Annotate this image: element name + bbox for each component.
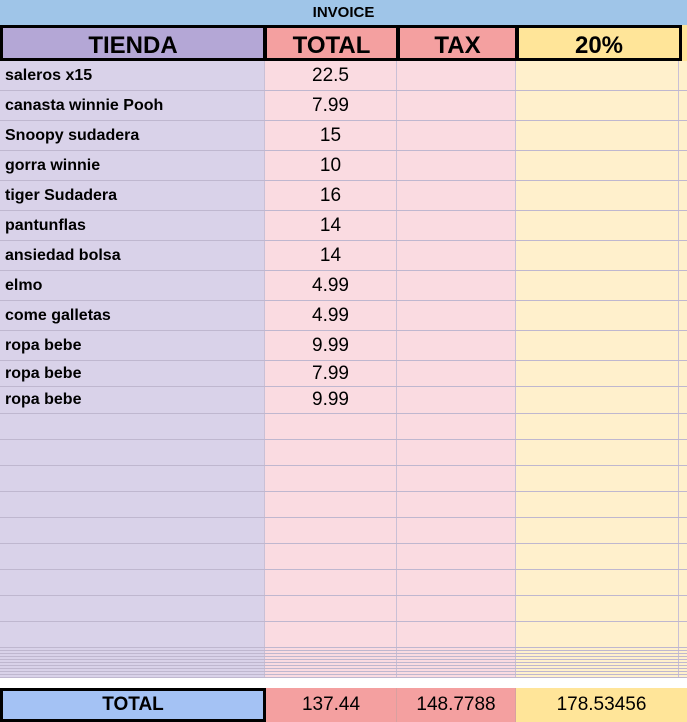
store-cell[interactable] (0, 660, 265, 662)
edge-cell[interactable] (679, 151, 687, 180)
table-row (0, 241, 687, 271)
pct-cell[interactable] (516, 544, 679, 569)
pct-cell[interactable] (516, 331, 679, 360)
total-cell[interactable]: 10 (265, 151, 397, 180)
totals-row (0, 688, 687, 722)
pct-cell[interactable] (516, 181, 679, 210)
total-cell[interactable] (265, 518, 397, 543)
tax-cell[interactable] (397, 331, 516, 360)
table-row (0, 61, 687, 91)
edge-cell[interactable] (679, 596, 687, 621)
store-cell[interactable]: saleros x15 (0, 61, 265, 90)
pct-cell[interactable] (516, 660, 679, 662)
pct-cell[interactable] (516, 151, 679, 180)
pct-cell[interactable] (516, 654, 679, 656)
pct-cell[interactable] (516, 657, 679, 659)
total-cell[interactable] (265, 654, 397, 656)
edge-cell[interactable] (679, 241, 687, 270)
empty-row (0, 622, 687, 648)
total-cell[interactable] (265, 492, 397, 517)
tax-cell[interactable] (397, 648, 516, 650)
table-row (0, 331, 687, 361)
edge-cell[interactable] (679, 657, 687, 659)
edge-cell[interactable] (679, 669, 687, 671)
store-cell[interactable]: ansiedad bolsa (0, 241, 265, 270)
total-cell[interactable] (265, 596, 397, 621)
total-cell[interactable] (265, 660, 397, 662)
total-cell[interactable] (265, 663, 397, 665)
total-cell[interactable] (265, 651, 397, 653)
edge-cell[interactable] (679, 331, 687, 360)
pct-cell[interactable] (516, 440, 679, 465)
total-cell[interactable] (265, 544, 397, 569)
total-cell[interactable]: 9.99 (265, 387, 397, 413)
edge-cell[interactable] (679, 91, 687, 120)
store-cell[interactable] (0, 654, 265, 656)
store-cell[interactable]: come galletas (0, 301, 265, 330)
tax-cell[interactable] (397, 666, 516, 668)
edge-cell[interactable] (679, 675, 687, 677)
pct-cell[interactable] (516, 570, 679, 595)
pct-cell[interactable] (516, 596, 679, 621)
store-cell[interactable] (0, 492, 265, 517)
tax-cell[interactable] (397, 466, 516, 491)
invoice-banner: INVOICE (0, 0, 687, 25)
pct-cell[interactable] (516, 271, 679, 300)
tax-cell[interactable] (397, 91, 516, 120)
store-cell[interactable] (0, 663, 265, 665)
total-cell[interactable]: 7.99 (265, 91, 397, 120)
tax-cell[interactable] (397, 121, 516, 150)
edge-cell[interactable] (679, 663, 687, 665)
total-cell[interactable] (265, 675, 397, 677)
total-cell[interactable]: 7.99 (265, 361, 397, 386)
edge-cell[interactable] (679, 492, 687, 517)
edge-cell[interactable] (679, 387, 687, 413)
total-cell[interactable]: 22.5 (265, 61, 397, 90)
total-cell[interactable]: 16 (265, 181, 397, 210)
table-row (0, 361, 687, 387)
edge-cell[interactable] (679, 660, 687, 662)
pct-cell[interactable] (516, 669, 679, 671)
pct-cell[interactable] (516, 211, 679, 240)
edge-cell[interactable] (679, 301, 687, 330)
table-row (0, 301, 687, 331)
store-cell[interactable] (0, 466, 265, 491)
tax-cell[interactable] (397, 518, 516, 543)
edge-cell[interactable] (679, 672, 687, 674)
pct-cell[interactable] (516, 675, 679, 677)
tax-cell[interactable] (397, 181, 516, 210)
tax-cell[interactable] (397, 301, 516, 330)
store-cell[interactable] (0, 675, 265, 677)
total-cell[interactable]: 14 (265, 241, 397, 270)
store-cell[interactable]: elmo (0, 271, 265, 300)
pct-cell[interactable] (516, 387, 679, 413)
table-row (0, 181, 687, 211)
store-cell[interactable]: canasta winnie Pooh (0, 91, 265, 120)
edge-cell[interactable] (679, 648, 687, 650)
pct-cell[interactable] (516, 241, 679, 270)
edge-cell[interactable] (679, 181, 687, 210)
pct-cell[interactable] (516, 414, 679, 439)
store-cell[interactable] (0, 440, 265, 465)
pct-cell[interactable] (516, 301, 679, 330)
header-20-percent[interactable]: 20% (516, 25, 682, 61)
total-cell[interactable]: 9.99 (265, 331, 397, 360)
tax-cell[interactable] (397, 440, 516, 465)
store-cell[interactable] (0, 672, 265, 674)
empty-row (0, 675, 687, 678)
store-cell[interactable] (0, 414, 265, 439)
total-cell[interactable] (265, 622, 397, 647)
pct-cell[interactable] (516, 361, 679, 386)
pct-cell[interactable] (516, 622, 679, 647)
header-edge-cell[interactable] (682, 25, 687, 61)
total-cell[interactable]: 15 (265, 121, 397, 150)
tax-cell[interactable] (397, 151, 516, 180)
store-cell[interactable] (0, 648, 265, 650)
pct-cell[interactable] (516, 672, 679, 674)
total-cell[interactable]: 4.99 (265, 301, 397, 330)
table-row (0, 271, 687, 301)
edge-cell[interactable] (679, 666, 687, 668)
edge-cell[interactable] (679, 466, 687, 491)
table-row (0, 121, 687, 151)
store-cell[interactable]: tiger Sudadera (0, 181, 265, 210)
store-cell[interactable] (0, 666, 265, 668)
total-cell[interactable] (265, 570, 397, 595)
total-cell[interactable] (265, 414, 397, 439)
edge-cell[interactable] (679, 544, 687, 569)
store-cell[interactable]: pantunflas (0, 211, 265, 240)
store-cell[interactable] (0, 651, 265, 653)
tax-cell[interactable] (397, 414, 516, 439)
pct-cell[interactable] (516, 651, 679, 653)
table-row (0, 211, 687, 241)
store-cell[interactable] (0, 669, 265, 671)
edge-cell[interactable] (679, 518, 687, 543)
tax-cell[interactable] (397, 660, 516, 662)
tax-cell[interactable] (397, 570, 516, 595)
edge-cell[interactable] (679, 271, 687, 300)
header-total[interactable]: TOTAL (264, 25, 399, 61)
empty-row (0, 544, 687, 570)
total-sum[interactable]: 137.44 (266, 688, 397, 722)
edge-cell[interactable] (679, 211, 687, 240)
edge-cell[interactable] (679, 440, 687, 465)
tax-cell[interactable] (397, 672, 516, 674)
empty-row (0, 466, 687, 492)
total-label[interactable]: TOTAL (0, 688, 266, 722)
tax-cell[interactable] (397, 657, 516, 659)
pct-cell[interactable] (516, 91, 679, 120)
tax-cell[interactable] (397, 675, 516, 677)
edge-cell[interactable] (679, 570, 687, 595)
table-row (0, 387, 687, 414)
pct-cell[interactable] (516, 666, 679, 668)
edge-cell[interactable] (679, 361, 687, 386)
store-cell[interactable] (0, 518, 265, 543)
tax-cell[interactable] (397, 622, 516, 647)
tax-cell[interactable] (397, 651, 516, 653)
total-cell[interactable]: 14 (265, 211, 397, 240)
total-cell[interactable] (265, 666, 397, 668)
pct-cell[interactable] (516, 648, 679, 650)
table-row (0, 151, 687, 181)
tax-cell[interactable] (397, 387, 516, 413)
store-cell[interactable]: gorra winnie (0, 151, 265, 180)
tax-cell[interactable] (397, 492, 516, 517)
store-cell[interactable]: ropa bebe (0, 331, 265, 360)
pct-sum[interactable]: 178.53456 (516, 688, 687, 722)
total-cell[interactable] (265, 669, 397, 671)
empty-row (0, 414, 687, 440)
pct-cell[interactable] (516, 61, 679, 90)
store-cell[interactable]: ropa bebe (0, 361, 265, 386)
tax-cell[interactable] (397, 361, 516, 386)
tax-cell[interactable] (397, 544, 516, 569)
total-cell[interactable] (265, 657, 397, 659)
pct-cell[interactable] (516, 121, 679, 150)
tax-sum[interactable]: 148.7788 (397, 688, 516, 722)
tax-cell[interactable] (397, 669, 516, 671)
tax-cell[interactable] (397, 211, 516, 240)
edge-cell[interactable] (679, 654, 687, 656)
empty-row (0, 492, 687, 518)
header-tienda[interactable]: TIENDA (0, 25, 266, 61)
tax-cell[interactable] (397, 596, 516, 621)
store-cell[interactable] (0, 596, 265, 621)
empty-row (0, 570, 687, 596)
edge-cell[interactable] (679, 651, 687, 653)
pct-cell[interactable] (516, 492, 679, 517)
total-cell[interactable]: 4.99 (265, 271, 397, 300)
pct-cell[interactable] (516, 663, 679, 665)
pct-cell[interactable] (516, 518, 679, 543)
total-cell[interactable] (265, 672, 397, 674)
store-cell[interactable]: Snoopy sudadera (0, 121, 265, 150)
pct-cell[interactable] (516, 466, 679, 491)
store-cell[interactable] (0, 544, 265, 569)
edge-cell[interactable] (679, 61, 687, 90)
tax-cell[interactable] (397, 241, 516, 270)
store-cell[interactable] (0, 657, 265, 659)
empty-row (0, 518, 687, 544)
header-tax[interactable]: TAX (397, 25, 518, 61)
store-cell[interactable] (0, 570, 265, 595)
store-cell[interactable] (0, 622, 265, 647)
edge-cell[interactable] (679, 121, 687, 150)
total-cell[interactable] (265, 440, 397, 465)
tax-cell[interactable] (397, 61, 516, 90)
total-cell[interactable] (265, 466, 397, 491)
edge-cell[interactable] (679, 414, 687, 439)
tax-cell[interactable] (397, 271, 516, 300)
table-row (0, 91, 687, 121)
empty-row (0, 596, 687, 622)
empty-row (0, 440, 687, 466)
total-cell[interactable] (265, 648, 397, 650)
tax-cell[interactable] (397, 654, 516, 656)
tax-cell[interactable] (397, 663, 516, 665)
edge-cell[interactable] (679, 622, 687, 647)
store-cell[interactable]: ropa bebe (0, 387, 265, 413)
